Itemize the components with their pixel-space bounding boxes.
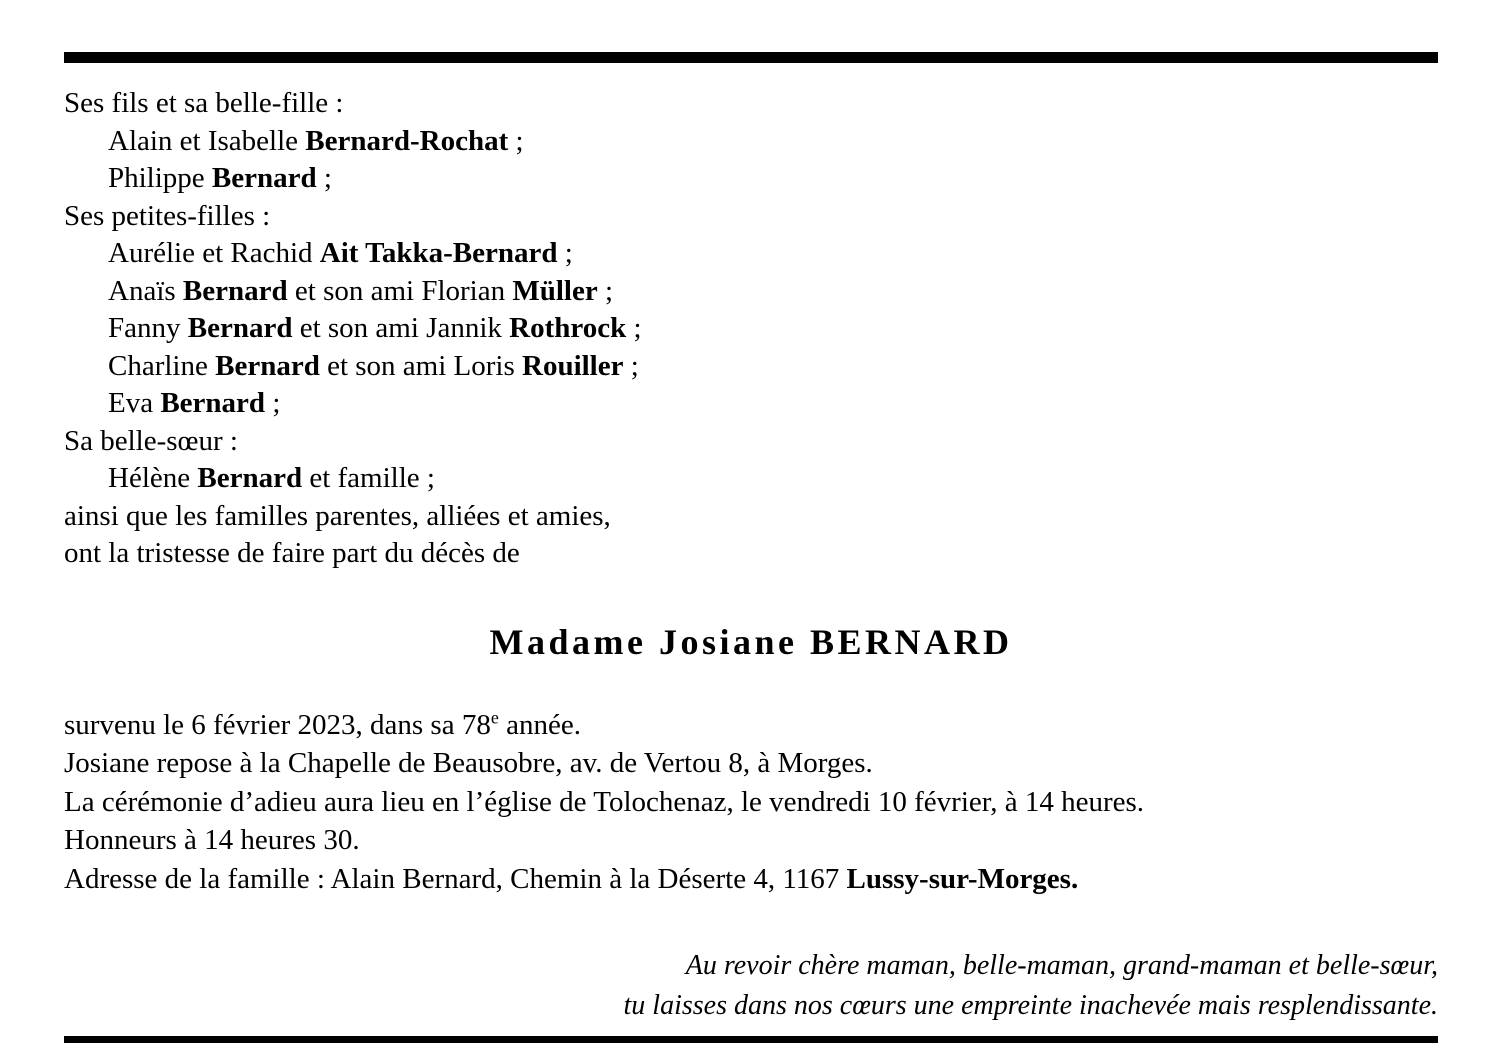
text-prefix: Hélène bbox=[108, 462, 198, 494]
text-suffix: ; bbox=[623, 349, 639, 382]
death-date-prefix: survenu le 6 février 2023, dans sa 78 bbox=[64, 708, 491, 741]
family-intro-block bbox=[64, 63, 1438, 573]
ceremony-line: La cérémonie d’adieu aura lieu en l’église de Tolochenaz, le vendredi 10 février, à 14 heures. bbox=[64, 785, 1145, 818]
top-divider bbox=[64, 52, 1438, 63]
text-prefix: Charline bbox=[108, 349, 216, 382]
text-mid: et son ami Jannik bbox=[292, 312, 510, 344]
intro-line bbox=[64, 273, 1438, 311]
address-prefix: Adresse de la famille : Alain Bernard, Chemin à la Déserte 4, 1167 bbox=[64, 862, 847, 895]
farewell-line: Au revoir chère maman, belle-maman, grand-maman et belle-sœur, bbox=[685, 950, 1438, 981]
family-name: Bernard bbox=[160, 387, 266, 419]
ordinal-suffix: e bbox=[490, 706, 499, 727]
details-block bbox=[64, 707, 1438, 899]
family-name: Bernard-Rochat bbox=[305, 124, 509, 157]
intro-line bbox=[64, 348, 1438, 386]
text-prefix: Anaïs bbox=[108, 274, 183, 307]
text-suffix: ; bbox=[597, 274, 614, 307]
intro-line bbox=[64, 123, 1438, 161]
text-suffix: ; bbox=[265, 387, 281, 419]
intro-line bbox=[64, 310, 1438, 348]
honours-line: Honneurs à 14 heures 30. bbox=[64, 824, 360, 856]
intro-line bbox=[64, 235, 1438, 273]
text-prefix: Eva bbox=[108, 387, 161, 419]
family-name: Bernard bbox=[187, 312, 293, 344]
text-prefix: Aurélie et Rachid bbox=[108, 237, 320, 269]
text-suffix: ; bbox=[316, 162, 332, 194]
intro-line: Sa belle-sœur : bbox=[64, 424, 238, 457]
text-mid: et son ami Loris bbox=[319, 349, 522, 382]
intro-line: Ses petites-filles : bbox=[64, 199, 271, 232]
family-name: Bernard bbox=[197, 462, 303, 494]
text-mid: et famille ; bbox=[302, 462, 435, 494]
family-name: Ait Takka-Bernard bbox=[319, 237, 558, 269]
intro-line bbox=[64, 385, 1438, 423]
intro-line: ont la tristesse de faire part du décès de bbox=[64, 537, 520, 569]
death-date-line bbox=[64, 707, 1438, 745]
partner-name: Rouiller bbox=[522, 349, 624, 382]
farewell-line: tu laisses dans nos cœurs une empreinte inachevée mais resplendissante. bbox=[623, 990, 1438, 1021]
text-suffix: ; bbox=[557, 237, 573, 269]
text-prefix: Philippe bbox=[108, 162, 212, 194]
death-notice bbox=[64, 52, 1438, 1043]
deceased-name: Madame Josiane BERNARD bbox=[489, 621, 1013, 662]
intro-line: ainsi que les familles parentes, alliées et amies, bbox=[64, 499, 611, 532]
repose-line: Josiane repose à la Chapelle de Beausobre, av. de Vertou 8, à Morges. bbox=[64, 747, 873, 779]
address-locality: Lussy-sur-Morges. bbox=[846, 862, 1079, 895]
family-name: Bernard bbox=[215, 349, 320, 382]
partner-name: Rothrock bbox=[509, 312, 627, 344]
text-suffix: ; bbox=[626, 312, 642, 344]
partner-name: Müller bbox=[512, 274, 598, 307]
text-prefix: Alain et Isabelle bbox=[108, 124, 306, 157]
intro-line bbox=[64, 460, 1438, 498]
family-name: Bernard bbox=[182, 274, 288, 307]
text-suffix: ; bbox=[508, 124, 524, 157]
text-prefix: Fanny bbox=[108, 312, 188, 344]
farewell-message bbox=[64, 946, 1438, 1026]
intro-line bbox=[64, 160, 1438, 198]
family-name: Bernard bbox=[211, 162, 317, 194]
bottom-divider bbox=[64, 1036, 1438, 1043]
intro-line: Ses fils et sa belle-fille : bbox=[64, 87, 344, 119]
death-date-suffix: année. bbox=[498, 708, 581, 741]
family-address-line bbox=[64, 861, 1438, 899]
text-mid: et son ami Florian bbox=[287, 274, 513, 307]
